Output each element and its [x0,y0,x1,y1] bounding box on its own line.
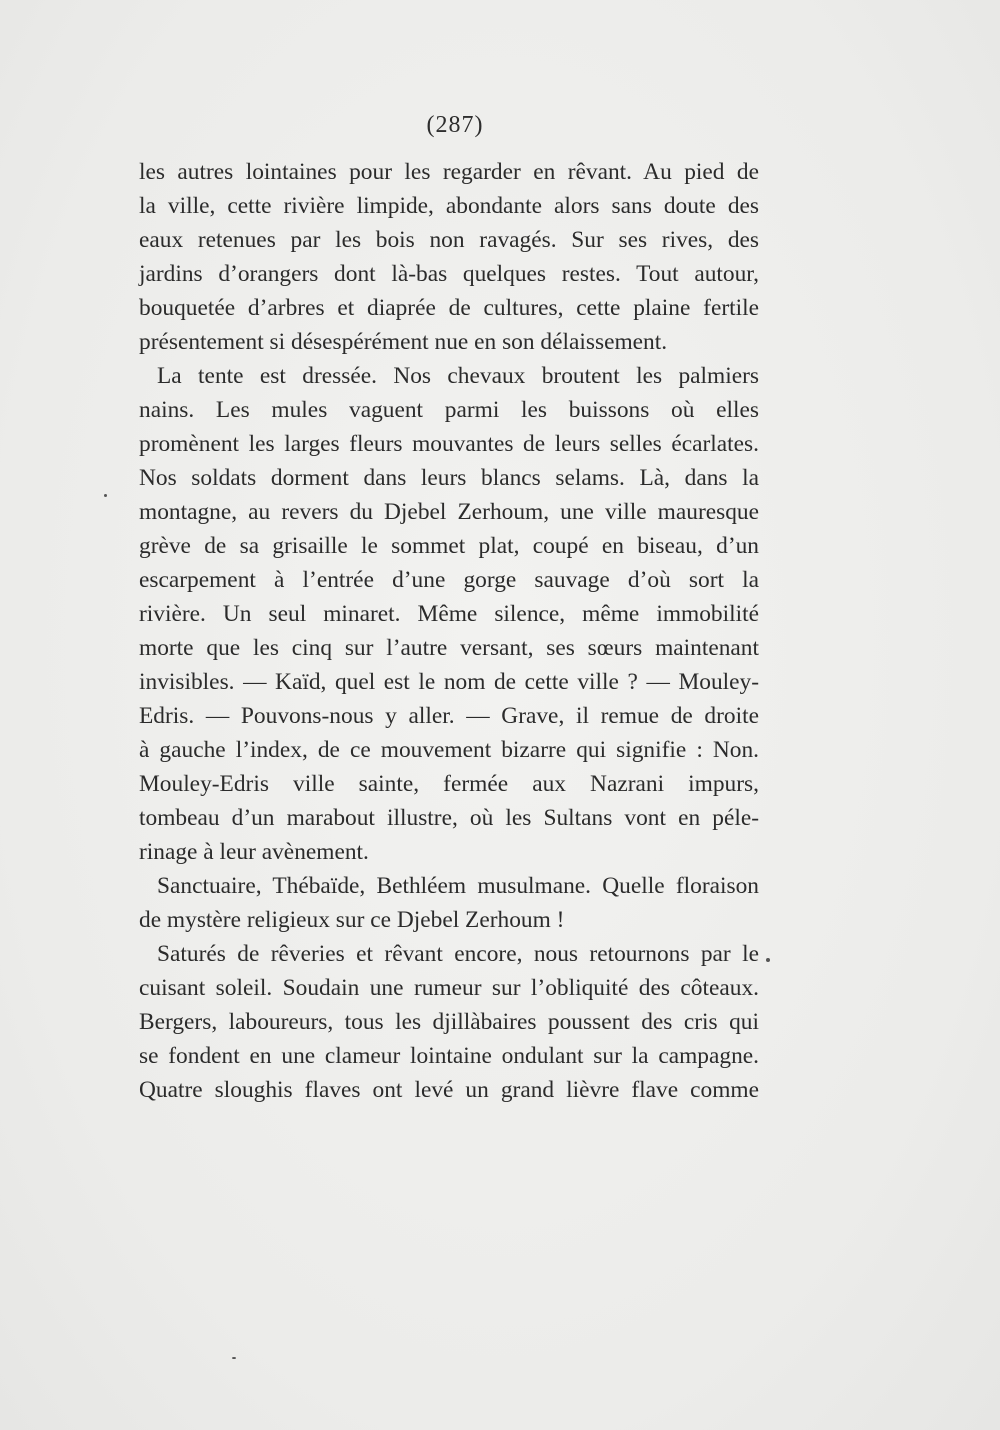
text-line: tombeau d’un marabout illustre, où les Sultans vont en péle- [139,805,759,831]
text-line: grève de sa grisaille le sommet plat, coupé en biseau, d’un [139,533,759,559]
text-line: Sanctuaire, Thébaïde, Bethléem musulmane. Quelle floraison [157,873,759,899]
text-line: à gauche l’index, de ce mouvement bizarre qui signifie : Non. [139,737,759,763]
text-line: Saturés de rêveries et rêvant encore, nous retournons par le [157,941,759,967]
text-line: invisibles. — Kaïd, quel est le nom de cette ville ? — Mouley- [139,669,759,695]
text-line: Bergers, laboureurs, tous les djillàbaires poussent des cris qui [139,1009,759,1035]
text-line: morte que les cinq sur l’autre versant, ses sœurs maintenant [139,635,759,661]
text-line: La tente est dressée. Nos chevaux broutent les palmiers [157,363,759,389]
paragraph [139,869,759,937]
text-line: promènent les larges fleurs mouvantes de leurs selles écarlates. [139,431,759,457]
body-text [139,155,759,1107]
text-line: Mouley-Edris ville sainte, fermée aux Nazrani impurs, [139,771,759,797]
text-line: jardins d’orangers dont là-bas quelques restes. Tout autour, [139,261,759,287]
text-line: eaux retenues par les bois non ravagés. Sur ses rives, des [139,227,759,253]
text-line: la ville, cette rivière limpide, abondante alors sans doute des [139,193,759,219]
text-line: Quatre sloughis flaves ont levé un grand lièvre flave comme [139,1077,759,1103]
scan-speck [104,494,107,497]
text-line: escarpement à l’entrée d’une gorge sauvage d’où sort la [139,567,759,593]
text-line: rivière. Un seul minaret. Même silence, même immobilité [139,601,759,627]
text-line: de mystère religieux sur ce Djebel Zerhoum ! [139,907,565,933]
scan-speck [766,958,770,962]
text-line: cuisant soleil. Soudain une rumeur sur l’obliquité des côteaux. [139,975,759,1001]
text-line: les autres lointaines pour les regarder en rêvant. Au pied de [139,159,759,185]
text-line: bouquetée d’arbres et diaprée de cultures, cette plaine fertile [139,295,759,321]
paragraph [139,155,759,359]
page-number: (287) [426,112,484,138]
text-line: Nos soldats dorment dans leurs blancs selams. Là, dans la [139,465,759,491]
paragraph [139,937,759,1107]
text-line: présentement si désespérément nue en son délaissement. [139,329,668,355]
text-line: Edris. — Pouvons-nous y aller. — Grave, il remue de droite [139,703,759,729]
paragraph [139,359,759,869]
text-line: rinage à leur avènement. [139,839,369,865]
text-line: se fondent en une clameur lointaine ondulant sur la campagne. [139,1043,759,1069]
text-line: nains. Les mules vaguent parmi les buissons où elles [139,397,759,423]
text-line: montagne, au revers du Djebel Zerhoum, une ville mauresque [139,499,759,525]
scan-speck [232,1357,236,1359]
